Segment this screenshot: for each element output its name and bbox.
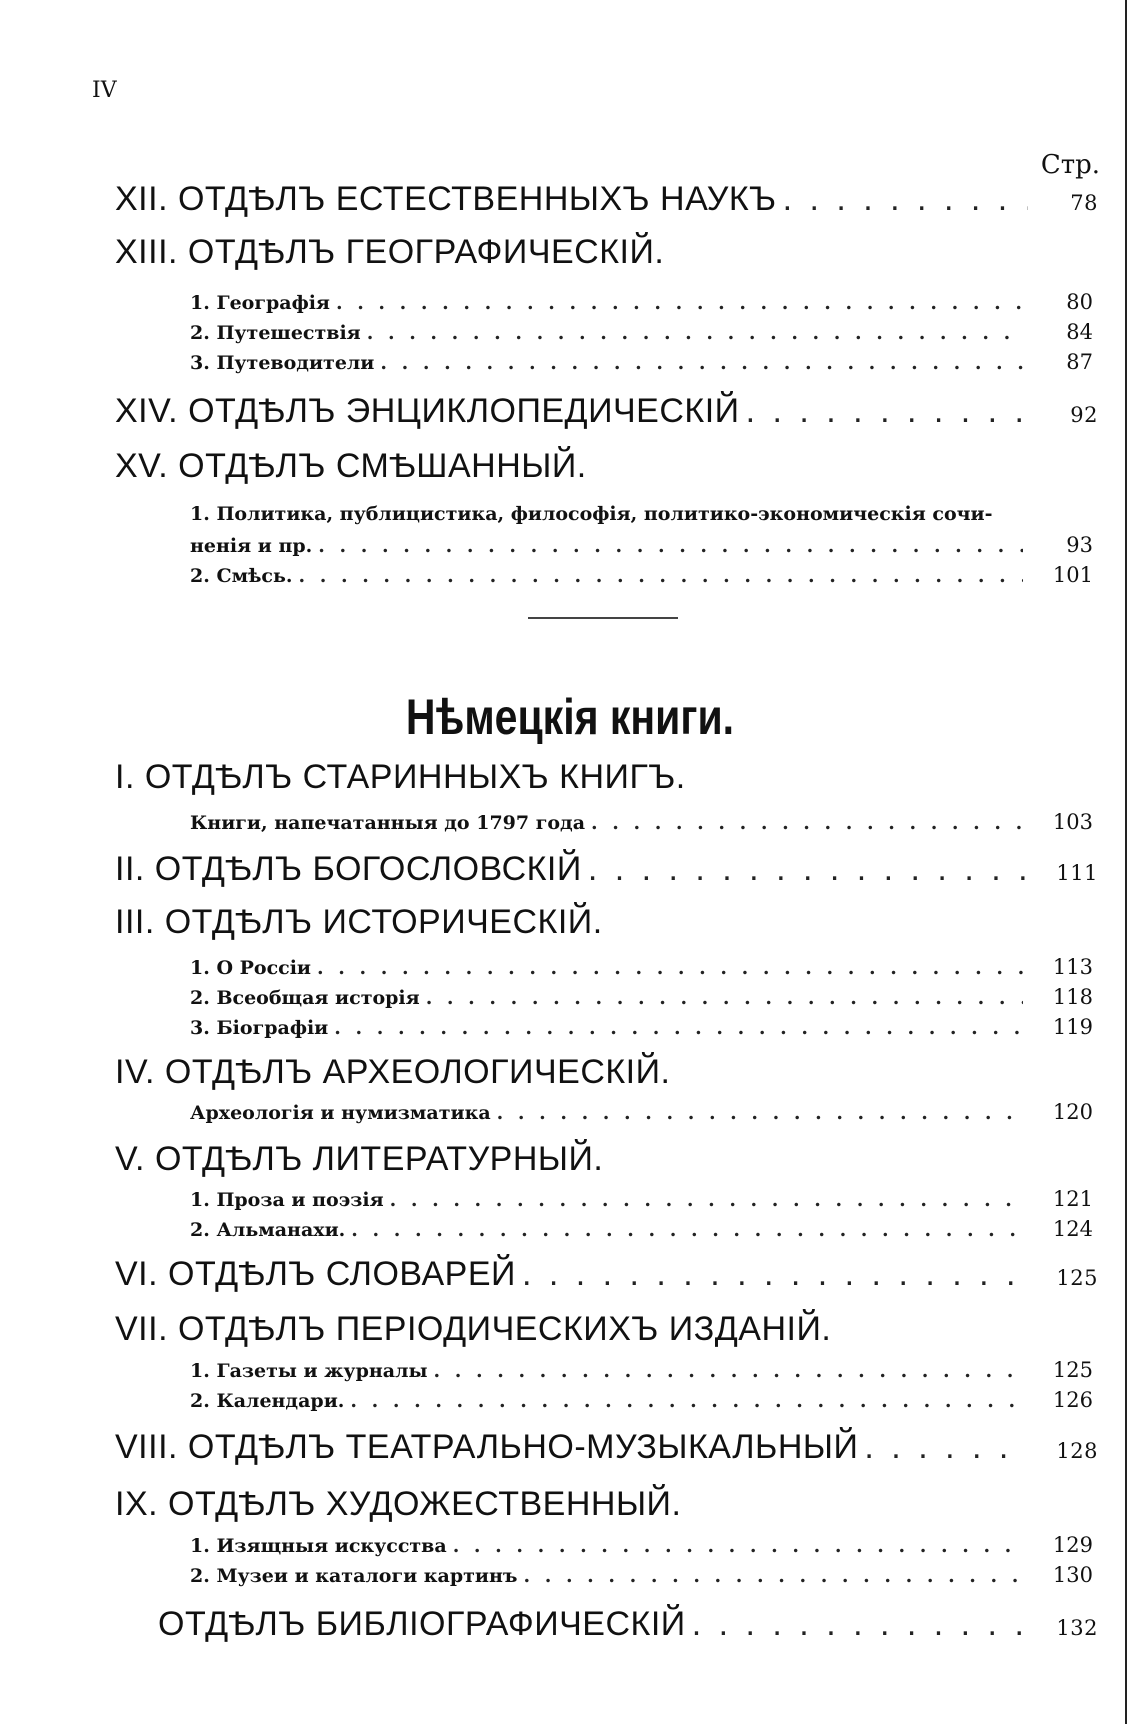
dot-leader (350, 1390, 1023, 1412)
item-label: 3. Путеводители (190, 352, 375, 374)
page-ref: 92 (1070, 403, 1098, 427)
toc-section-xiii[interactable]: XIII. ОТДѢЛЪ ГЕОГРАФИЧЕСКІЙ. (115, 233, 665, 271)
toc-section-vii[interactable]: VII. ОТДѢЛЪ ПЕРІОДИЧЕСКИХЪ ИЗДАНІЙ. (115, 1310, 832, 1348)
toc-section-xiv[interactable] (115, 392, 1098, 431)
toc-section-iii[interactable]: III. ОТДѢЛЪ ИСТОРИЧЕСКІЙ. (115, 903, 603, 941)
toc-section-i[interactable]: I. ОТДѢЛЪ СТАРИННЫХЪ КНИГЪ. (115, 758, 686, 796)
dot-leader (299, 565, 1023, 587)
dot-leader (434, 1360, 1023, 1382)
toc-item-line[interactable]: 1. Политика, публицистика, философія, политико-экономическія сочи- (190, 503, 993, 525)
dot-leader (367, 322, 1023, 344)
dot-leader (453, 1535, 1023, 1557)
item-label: 2. Путешествія (190, 322, 361, 344)
toc-item[interactable] (190, 350, 1093, 374)
page-edge (1125, 0, 1127, 1724)
page-column-label: Стр. (1040, 150, 1100, 180)
dot-leader (746, 392, 1028, 431)
section-title: VIII. ОТДѢЛЪ ТЕАТРАЛЬНО-МУЗЫКАЛЬНЫЙ (115, 1428, 859, 1466)
toc-item[interactable] (190, 290, 1093, 314)
page-ref: 111 (1056, 861, 1098, 885)
section-title: VI. ОТДѢЛЪ СЛОВАРЕЙ (115, 1255, 516, 1293)
toc-item[interactable] (190, 1533, 1093, 1557)
toc-item[interactable] (190, 320, 1093, 344)
toc-item[interactable] (190, 1217, 1093, 1241)
page-ref: 129 (1052, 1533, 1093, 1557)
item-label: Археологія и нумизматика (190, 1102, 491, 1124)
dot-leader (318, 535, 1023, 557)
dot-leader (864, 1428, 1028, 1467)
toc-item[interactable] (190, 1563, 1093, 1587)
dot-leader (390, 1189, 1023, 1211)
toc-section-viii[interactable] (115, 1428, 1098, 1467)
dot-leader (334, 1017, 1023, 1039)
section-title: XIV. ОТДѢЛЪ ЭНЦИКЛОПЕДИЧЕСКІЙ (115, 392, 740, 430)
dot-leader (692, 1605, 1028, 1644)
item-label: 3. Біографіи (190, 1017, 329, 1039)
page-ref: 126 (1052, 1388, 1093, 1412)
section-title: ОТДѢЛЪ БИБЛІОГРАФИЧЕСКІЙ (158, 1605, 686, 1643)
page-ref: 84 (1066, 320, 1093, 344)
toc-item[interactable] (190, 1187, 1093, 1211)
toc-item[interactable] (190, 1100, 1093, 1124)
dot-leader (783, 180, 1028, 219)
toc-item[interactable] (190, 563, 1093, 587)
page-ref: 119 (1052, 1015, 1093, 1039)
section-divider (528, 617, 678, 619)
section-title: II. ОТДѢЛЪ БОГОСЛОВСКІЙ (115, 850, 582, 888)
page-number: IV (92, 78, 117, 103)
toc-section-x[interactable] (158, 1605, 1098, 1644)
page-ref: 125 (1056, 1266, 1098, 1290)
item-label: 2. Альманахи. (190, 1219, 346, 1241)
page-ref: 78 (1070, 191, 1098, 215)
page-ref: 87 (1066, 350, 1093, 374)
toc-item[interactable] (190, 955, 1093, 979)
dot-leader (317, 957, 1023, 979)
page-ref: 113 (1052, 955, 1093, 979)
page-ref: 103 (1052, 810, 1093, 834)
toc-item[interactable] (190, 985, 1093, 1009)
toc-section-xii[interactable] (115, 180, 1098, 219)
dot-leader (522, 1255, 1028, 1294)
item-label: 1. Географія (190, 292, 330, 314)
toc-section-v[interactable]: V. ОТДѢЛЪ ЛИТЕРАТУРНЫЙ. (115, 1140, 604, 1178)
page-ref: 118 (1052, 985, 1093, 1009)
item-label: 2. Смѣсь. (190, 565, 293, 587)
page-ref: 93 (1066, 533, 1093, 557)
toc-section-xv[interactable]: XV. ОТДѢЛЪ СМѢШАННЫЙ. (115, 447, 587, 485)
page-ref: 80 (1066, 290, 1093, 314)
toc-item[interactable] (190, 533, 1093, 557)
toc-item[interactable] (190, 1015, 1093, 1039)
german-books-heading: Нѣмецкія книги. (405, 689, 735, 745)
dot-leader (523, 1565, 1023, 1587)
item-label: 2. Всеобщая исторія (190, 987, 420, 1009)
toc-section-ix[interactable]: IX. ОТДѢЛЪ ХУДОЖЕСТВЕННЫЙ. (115, 1485, 682, 1523)
page-ref: 101 (1052, 563, 1093, 587)
dot-leader (591, 812, 1023, 834)
toc-item[interactable] (190, 1388, 1093, 1412)
item-label: 2. Календари. (190, 1390, 345, 1412)
page-ref: 124 (1052, 1217, 1093, 1241)
section-title: XII. ОТДѢЛЪ ЕСТЕСТВЕННЫХЪ НАУКЪ (115, 180, 777, 218)
toc-item[interactable] (190, 1358, 1093, 1382)
page-ref: 132 (1056, 1616, 1098, 1640)
dot-leader (588, 850, 1028, 889)
page-ref: 120 (1052, 1100, 1093, 1124)
item-label: 2. Музеи и каталоги картинъ (190, 1565, 518, 1587)
item-label: 1. Проза и поэзія (190, 1189, 384, 1211)
toc-section-iv[interactable]: IV. ОТДѢЛЪ АРХЕОЛОГИЧЕСКІЙ. (115, 1053, 671, 1091)
toc-section-ii[interactable] (115, 850, 1098, 889)
page-ref: 125 (1052, 1358, 1093, 1382)
page-ref: 121 (1052, 1187, 1093, 1211)
page-ref: 130 (1052, 1563, 1093, 1587)
item-label: 1. Газеты и журналы (190, 1360, 428, 1382)
item-label: Книги, напечатанныя до 1797 года (190, 812, 586, 834)
item-label: ненія и пр. (190, 535, 313, 557)
toc-section-vi[interactable] (115, 1255, 1098, 1294)
dot-leader (351, 1219, 1023, 1241)
dot-leader (380, 352, 1023, 374)
dot-leader (497, 1102, 1023, 1124)
toc-item[interactable] (190, 810, 1093, 834)
page-ref: 128 (1056, 1439, 1098, 1463)
dot-leader (426, 987, 1023, 1009)
item-label: 1. Изящныя искусства (190, 1535, 447, 1557)
dot-leader (336, 292, 1023, 314)
item-label: 1. О Россіи (190, 957, 312, 979)
